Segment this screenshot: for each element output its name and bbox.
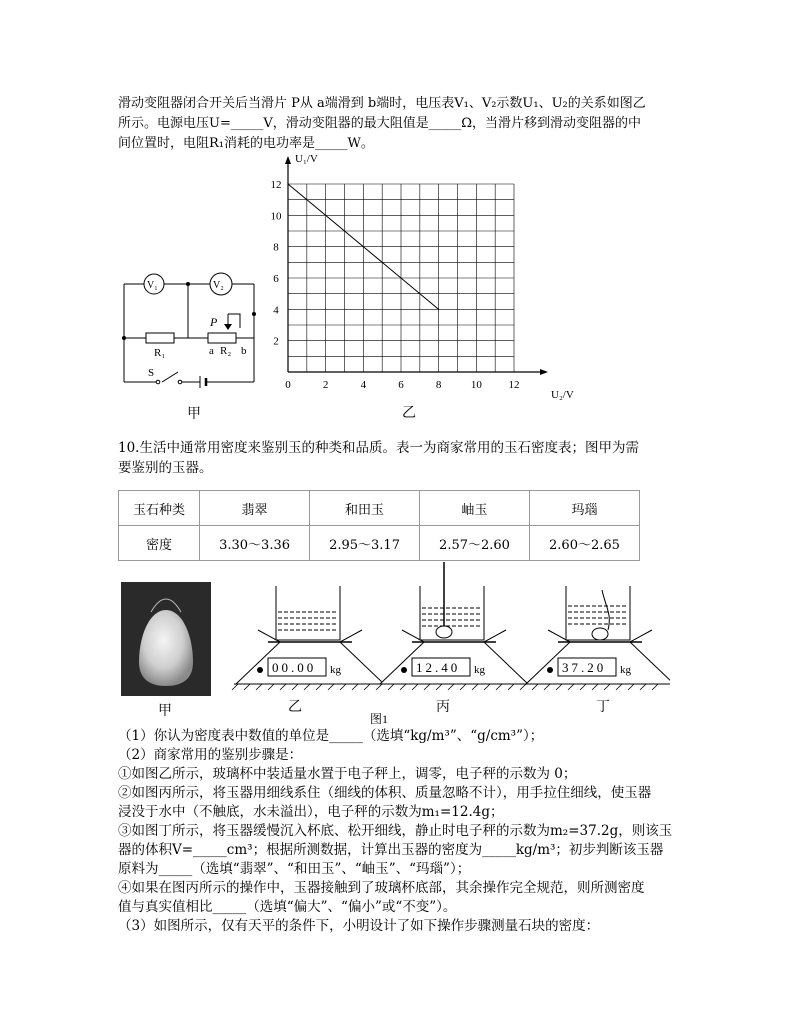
slider-p-label: P <box>210 315 218 329</box>
table-cell: 岫玉 <box>420 491 530 526</box>
table-cell: 3.30～3.36 <box>200 526 310 561</box>
q10-line-2: 要鉴别的玉器。 <box>118 460 213 476</box>
scale-1-unit: kg <box>330 664 341 676</box>
table-cell: 玛瑙 <box>529 491 639 526</box>
end-a-label: a <box>209 345 214 357</box>
caption-yi: 乙 <box>288 700 302 715</box>
question-line: （2）商家常用的鉴别步骤是： <box>118 747 303 763</box>
x-tick-label: 6 <box>398 379 404 391</box>
x-tick-label: 10 <box>470 379 482 391</box>
u1-u2-chart <box>266 148 596 410</box>
question-line: 浸没于水中（不触底，水未溢出），电子秤的示数为m₁=12.4g； <box>118 804 504 820</box>
v1-label: V₁ <box>147 280 158 291</box>
circuit-caption: 甲 <box>187 407 201 422</box>
question-line: 原料为_____（选填“翡翠”、“和田玉”、“岫玉”、“玛瑙”）； <box>118 861 471 877</box>
x-tick-label: 0 <box>285 379 291 391</box>
scale-3-unit: kg <box>620 664 631 676</box>
circuit-diagram <box>116 268 266 418</box>
question-line: ③如图丁所示，将玉器缓慢沉入杯底、松开细线，静止时电子秤的示数为m₂=37.2g，则该玉 <box>118 823 673 839</box>
table-cell: 密度 <box>119 526 200 561</box>
r1-label: R₁ <box>154 347 166 359</box>
table-cell: 玉石种类 <box>119 491 200 526</box>
intro-line-2: 所示。电源电压U=_____V，滑动变阻器的最大阻值是_____Ω，当滑片移到滑动变阻器的中 <box>118 116 642 131</box>
question-line: 器的体积V=_____cm³；根据所测数据，计算出玉器的密度为_____kg/m³；初步判断该玉器 <box>118 842 664 858</box>
scale-1-reading: 00.00 <box>272 660 317 675</box>
y-axis-arrow <box>285 156 291 164</box>
r2-label: R₂ <box>220 345 232 357</box>
end-b-label: b <box>241 345 247 357</box>
scale-2-unit: kg <box>474 664 485 676</box>
y-tick-label: 10 <box>270 210 282 223</box>
q10-line-1: 10.生活中通常用密度来鉴别玉的种类和品质。表一为商家常用的玉石密度表；图甲为需 <box>118 440 639 456</box>
chart-caption: 乙 <box>402 406 416 421</box>
x-axis-arrow <box>540 369 548 375</box>
question-line: ②如图丙所示，将玉器用细线系住（细线的体积、质量忽略不计），用手拉住细线，使玉器 <box>118 785 652 801</box>
x-tick-label: 12 <box>508 379 520 391</box>
v2-label: V₂ <box>213 280 224 291</box>
x-tick-label: 2 <box>322 379 329 391</box>
x-tick-label: 8 <box>435 379 442 391</box>
question-line: （3）如图所示，仅有天平的条件下，小明设计了如下操作步骤测量石块的密度： <box>118 918 600 934</box>
jade-photo <box>121 582 211 696</box>
y-tick-label: 8 <box>273 241 279 254</box>
y-tick-label: 12 <box>270 179 282 191</box>
scale-3-reading: 37.20 <box>562 660 607 675</box>
question-line: ①如图乙所示，玻璃杯中装适量水置于电子秤上，调零，电子秤的示数为 0； <box>118 766 577 782</box>
caption-jia: 甲 <box>158 704 172 719</box>
table-cell: 和田玉 <box>310 491 420 526</box>
y-axis-label: U₁/V <box>295 153 318 165</box>
caption-bing: 丙 <box>436 700 450 715</box>
scales-figure <box>228 560 670 710</box>
question-line: 值与真实值相比_____（选填“偏大”、“偏小”或“不变”）。 <box>118 899 457 915</box>
x-tick-label: 4 <box>360 379 367 391</box>
x-axis-label: U₂/V <box>551 389 574 401</box>
gem-density-table <box>118 490 640 561</box>
table-row <box>119 526 640 561</box>
intro-line-1: 滑动变阻器闭合开关后当滑片 P从 a端滑到 b端时，电压表V₁、V₂示数U₁、U₂的关系如图乙 <box>118 96 646 111</box>
scale-2-reading: 12.40 <box>416 660 461 675</box>
table-cell: 2.57～2.60 <box>420 526 530 561</box>
y-tick-label: 4 <box>273 304 279 317</box>
question-line: （1）你认为密度表中数值的单位是_____（选填“kg/m³”、“g/cm³”）； <box>118 728 544 744</box>
table-cell: 2.95～3.17 <box>310 526 420 561</box>
caption-ding: 丁 <box>596 700 610 715</box>
table-row <box>119 491 640 526</box>
table-cell: 2.60～2.65 <box>529 526 639 561</box>
intro-line-3: 间位置时，电阻R₁消耗的电功率是_____W。 <box>118 136 374 151</box>
y-tick-label: 6 <box>273 273 279 285</box>
switch-s-label: S <box>148 367 155 379</box>
y-tick-label: 2 <box>273 335 279 348</box>
question-line: ④如果在图丙所示的操作中，玉器接触到了玻璃杯底部，其余操作完全规范，则所测密度 <box>118 880 645 896</box>
table-cell: 翡翠 <box>200 491 310 526</box>
figure-caption: 图1 <box>370 712 389 726</box>
